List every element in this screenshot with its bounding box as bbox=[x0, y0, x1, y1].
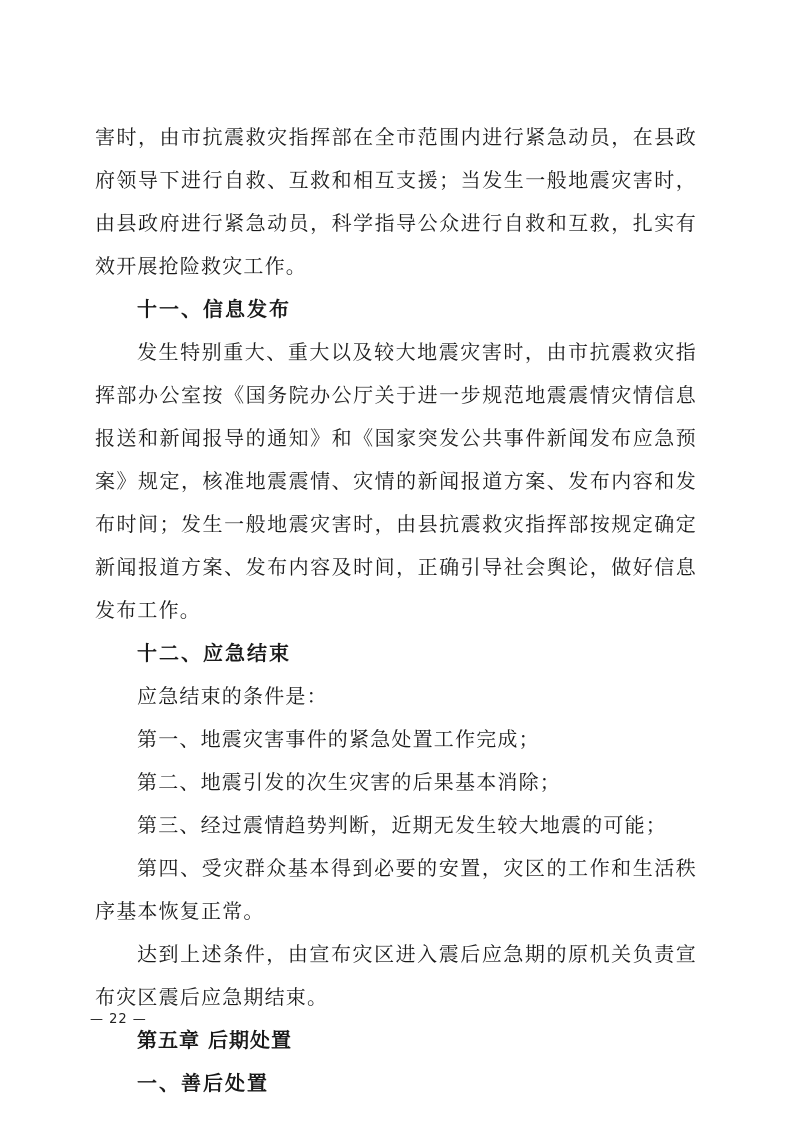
paragraph-line: 挥部办公室按《国务院办公厅关于进一步规范地震震情灾情信息 bbox=[95, 383, 697, 407]
paragraph-line: 应急结束的条件是： bbox=[137, 684, 328, 708]
paragraph-line: 达到上述条件，由宣布灾区进入震后应急期的原机关负责宣 bbox=[137, 942, 697, 966]
section-heading-info-release: 十一、信息发布 bbox=[137, 297, 291, 321]
paragraph-line: 报送和新闻报导的通知》和《国家突发公共事件新闻发布应急预 bbox=[95, 426, 697, 450]
paragraph-line: 发布工作。 bbox=[95, 598, 201, 622]
chapter-heading: 第五章 后期处置 bbox=[137, 1028, 292, 1052]
list-item: 第三、经过震情趋势判断，近期无发生较大地震的可能； bbox=[137, 813, 667, 837]
paragraph-line: 由县政府进行紧急动员，科学指导公众进行自救和互救，扎实有 bbox=[95, 211, 697, 235]
list-item: 第一、地震灾害事件的紧急处置工作完成； bbox=[137, 727, 540, 751]
paragraph-line: 案》规定，核准地震震情、灾情的新闻报道方案、发布内容和发 bbox=[95, 469, 697, 493]
page-number: — 22 — bbox=[90, 1012, 147, 1027]
paragraph-line: 害时，由市抗震救灾指挥部在全市范围内进行紧急动员，在县政 bbox=[95, 125, 697, 149]
paragraph-line: 布灾区震后应急期结束。 bbox=[95, 985, 329, 1009]
section-heading-aftermath: 一、善后处置 bbox=[137, 1071, 269, 1095]
list-item: 第四、受灾群众基本得到必要的安置，灾区的工作和生活秩 bbox=[137, 856, 697, 880]
paragraph-line: 府领导下进行自救、互救和相互支援；当发生一般地震灾害时， bbox=[95, 168, 697, 192]
paragraph-line: 效开展抢险救灾工作。 bbox=[95, 254, 307, 278]
list-item: 第二、地震引发的次生灾害的后果基本消除； bbox=[137, 770, 561, 794]
paragraph-line: 新闻报道方案、发布内容及时间，正确引导社会舆论，做好信息 bbox=[95, 555, 697, 579]
paragraph-line: 发生特别重大、重大以及较大地震灾害时，由市抗震救灾指 bbox=[137, 340, 697, 364]
paragraph-line: 布时间；发生一般地震灾害时，由县抗震救灾指挥部按规定确定 bbox=[95, 512, 697, 536]
section-heading-emergency-end: 十二、应急结束 bbox=[137, 641, 291, 665]
paragraph-line: 序基本恢复正常。 bbox=[95, 899, 265, 923]
